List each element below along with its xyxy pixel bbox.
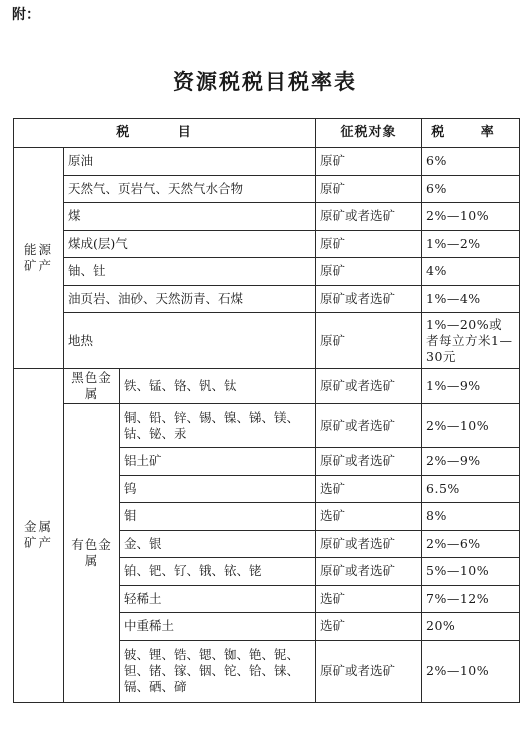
rate-cell: 6%	[422, 148, 520, 176]
header-rate: 税 率	[422, 119, 520, 148]
item-cell: 轻稀土	[120, 585, 316, 613]
subcategory-ferrous: 黑色金属	[64, 369, 120, 404]
rate-cell: 1%—20%或者每立方米1—30元	[422, 313, 520, 369]
object-cell: 原矿或者选矿	[316, 530, 422, 558]
rate-cell: 1%—2%	[422, 230, 520, 258]
table-row	[14, 285, 520, 313]
rate-cell: 2%—10%	[422, 404, 520, 448]
item-cell: 铁、锰、铬、钒、钛	[120, 369, 316, 404]
table-row	[14, 404, 520, 448]
item-cell: 钼	[120, 503, 316, 531]
rate-cell: 6.5%	[422, 475, 520, 503]
rate-cell: 8%	[422, 503, 520, 531]
object-cell: 原矿	[316, 230, 422, 258]
table-row	[14, 148, 520, 176]
rate-cell: 5%—10%	[422, 558, 520, 586]
tax-rate-table	[13, 118, 520, 703]
item-cell: 铝土矿	[120, 448, 316, 476]
item-cell: 原油	[64, 148, 316, 176]
table-header-row	[14, 119, 520, 148]
rate-cell: 20%	[422, 613, 520, 641]
object-cell: 原矿或者选矿	[316, 558, 422, 586]
item-cell: 铀、钍	[64, 258, 316, 286]
subcategory-nonferrous: 有色金属	[64, 404, 120, 703]
item-cell: 铜、铅、锌、锡、镍、锑、镁、钴、铋、汞	[120, 404, 316, 448]
table-row	[14, 369, 520, 404]
object-cell: 原矿或者选矿	[316, 369, 422, 404]
item-cell: 钨	[120, 475, 316, 503]
object-cell: 选矿	[316, 475, 422, 503]
header-object: 征税对象	[316, 119, 422, 148]
item-cell: 铂、钯、钌、锇、铱、铑	[120, 558, 316, 586]
rate-cell: 1%—9%	[422, 369, 520, 404]
item-cell: 煤成(层)气	[64, 230, 316, 258]
item-cell: 中重稀土	[120, 613, 316, 641]
rate-cell: 4%	[422, 258, 520, 286]
object-cell: 原矿或者选矿	[316, 448, 422, 476]
object-cell: 选矿	[316, 585, 422, 613]
rate-cell: 1%—4%	[422, 285, 520, 313]
table-row	[14, 203, 520, 231]
header-item: 税 目	[14, 119, 316, 148]
item-cell: 煤	[64, 203, 316, 231]
item-cell: 铍、锂、锆、锶、铷、铯、铌、钽、锗、镓、铟、铊、铪、铼、镉、硒、碲	[120, 640, 316, 702]
table-row	[14, 313, 520, 369]
rate-cell: 2%—10%	[422, 640, 520, 702]
category-metal: 金属 矿产	[14, 369, 64, 703]
appendix-label: 附：	[12, 7, 40, 23]
rate-cell: 7%—12%	[422, 585, 520, 613]
rate-cell: 2%—9%	[422, 448, 520, 476]
item-cell: 金、银	[120, 530, 316, 558]
object-cell: 原矿	[316, 175, 422, 203]
object-cell: 选矿	[316, 613, 422, 641]
table-row	[14, 175, 520, 203]
rate-cell: 2%—10%	[422, 203, 520, 231]
object-cell: 原矿或者选矿	[316, 203, 422, 231]
object-cell: 原矿	[316, 313, 422, 369]
object-cell: 原矿或者选矿	[316, 285, 422, 313]
category-energy: 能源 矿产	[14, 148, 64, 369]
item-cell: 油页岩、油砂、天然沥青、石煤	[64, 285, 316, 313]
table-row	[14, 258, 520, 286]
rate-cell: 2%—6%	[422, 530, 520, 558]
object-cell: 原矿	[316, 148, 422, 176]
page-title: 资源税税目税率表	[173, 70, 357, 94]
object-cell: 原矿	[316, 258, 422, 286]
rate-cell: 6%	[422, 175, 520, 203]
item-cell: 天然气、页岩气、天然气水合物	[64, 175, 316, 203]
table-row	[14, 230, 520, 258]
object-cell: 原矿或者选矿	[316, 640, 422, 702]
object-cell: 选矿	[316, 503, 422, 531]
object-cell: 原矿或者选矿	[316, 404, 422, 448]
item-cell: 地热	[64, 313, 316, 369]
